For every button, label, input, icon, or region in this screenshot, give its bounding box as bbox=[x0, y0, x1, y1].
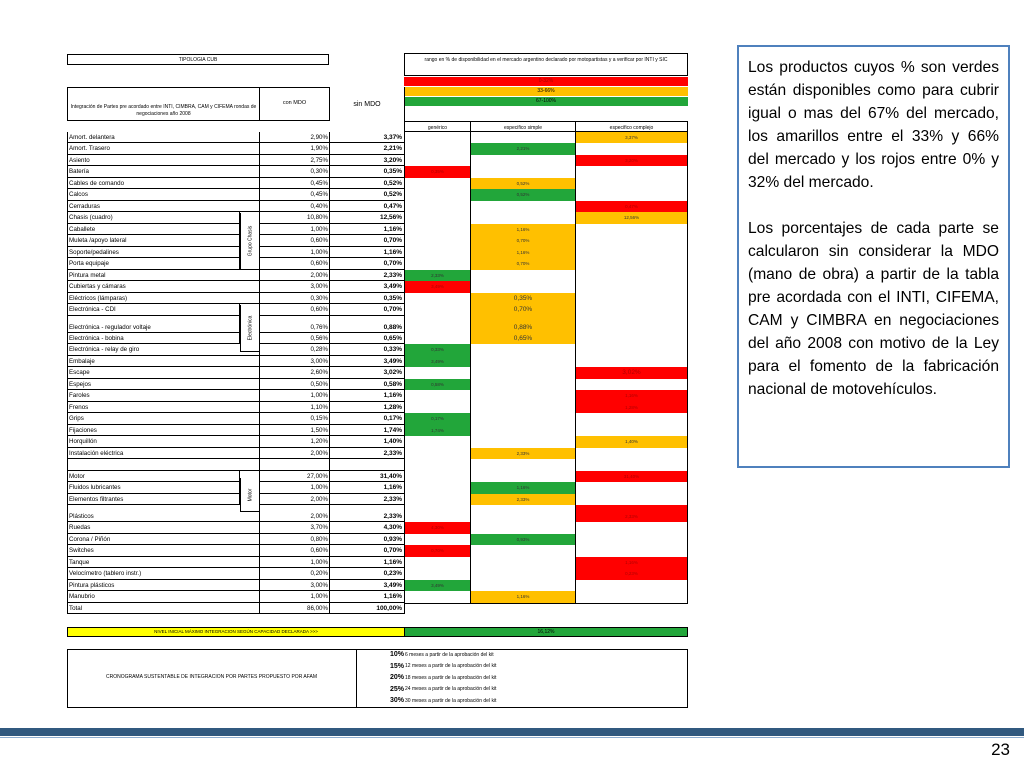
row-con-mdo: 0,60% bbox=[259, 258, 330, 270]
row-complejo-cell bbox=[575, 178, 688, 190]
row-sin-mdo: 0,88% bbox=[329, 316, 405, 333]
row-con-mdo: 1,50% bbox=[259, 425, 330, 437]
integration-text: Integración de Partes pre acordado entre INTI, CIMBRA, CAM y CIFEMA rondas de negociaciones año 2008 bbox=[70, 104, 257, 117]
row-name-cell: Amort. Trasero bbox=[67, 143, 260, 155]
row-name-cell: Horquillón bbox=[67, 436, 260, 448]
row-sin-mdo: 3,49% bbox=[329, 580, 405, 592]
row-con-mdo: 2,75% bbox=[259, 155, 330, 167]
cronograma-text: 18 meses a partir de la aprobación del kit bbox=[405, 674, 497, 681]
cronograma-pct: 25% bbox=[389, 685, 404, 693]
row-simple-cell: 0,52% bbox=[470, 189, 576, 201]
row-generico-cell: 0,33% bbox=[404, 344, 471, 356]
row-complejo-cell bbox=[575, 143, 688, 155]
cronograma-text: 6 meses a partir de la aprobación del kit bbox=[405, 651, 494, 658]
row-con-mdo: 1,10% bbox=[259, 402, 330, 414]
row-generico-cell: 0,17% bbox=[404, 413, 471, 425]
row-con-mdo: 0,60% bbox=[259, 235, 330, 247]
row-complejo-cell bbox=[575, 189, 688, 201]
row-generico-cell: 3,49% bbox=[404, 356, 471, 368]
row-sin-mdo: 3,20% bbox=[329, 155, 405, 167]
row-simple-cell bbox=[470, 425, 576, 437]
row-name-cell: Asiento bbox=[67, 155, 260, 167]
legend-yellow-label: 33-66% bbox=[537, 88, 555, 94]
row-simple-cell: 0,35% bbox=[470, 293, 576, 305]
cronograma-label: CRONOGRAMA SUSTENTABLE DE INTEGRACION POR PARTES PROPUESTO POR AFAM bbox=[105, 674, 318, 680]
range-title: rango en % de disponibilidad en el mercado argentino declarado por motopartistas y a verificar por INTI y SIC bbox=[424, 57, 668, 63]
row-name-cell: Motor bbox=[67, 471, 240, 483]
row-name-cell: Pintura plásticos bbox=[67, 580, 260, 592]
row-sin-mdo: 2,33% bbox=[329, 270, 405, 282]
row-generico-cell bbox=[404, 402, 471, 414]
row-con-mdo: 0,30% bbox=[259, 293, 330, 305]
row-generico-cell: 3,49% bbox=[404, 580, 471, 592]
row-complejo-cell bbox=[575, 522, 688, 534]
row-simple-cell: 1,16% bbox=[470, 224, 576, 236]
row-complejo-cell bbox=[575, 293, 688, 305]
row-complejo-cell: 3,02% bbox=[575, 367, 688, 379]
row-generico-cell bbox=[404, 557, 471, 569]
row-name-cell: Plásticos bbox=[67, 505, 260, 522]
row-generico-cell bbox=[404, 448, 471, 460]
row-name-cell: Velocímetro (tablero instr.) bbox=[67, 568, 260, 580]
row-complejo-cell bbox=[575, 494, 688, 506]
col-simple-label: especifico simple bbox=[503, 125, 543, 131]
legend-red-label: 0-32% bbox=[538, 78, 554, 84]
con-mdo-label: con MDO bbox=[282, 100, 307, 106]
row-simple-cell: 1,16% bbox=[470, 591, 576, 603]
row-complejo-cell bbox=[575, 224, 688, 236]
grupo-chasis-cell bbox=[240, 213, 260, 270]
row-sin-mdo: 1,40% bbox=[329, 436, 405, 448]
row-sin-mdo: 12,56% bbox=[329, 212, 405, 224]
row-con-mdo: 0,56% bbox=[259, 333, 330, 345]
grupo-motor-cell bbox=[240, 478, 260, 512]
row-sin-mdo: 2,33% bbox=[329, 494, 405, 506]
row-name-cell: Batería bbox=[67, 166, 260, 178]
row-name-cell: Escape bbox=[67, 367, 260, 379]
row-name-cell: Electrónica - relay de giro bbox=[67, 344, 260, 356]
row-simple-cell bbox=[470, 281, 576, 293]
row-name-cell: Ruedas bbox=[67, 522, 260, 534]
row-generico-cell: 3,49% bbox=[404, 281, 471, 293]
row-generico-cell: 0,35% bbox=[404, 166, 471, 178]
row-con-mdo: 2,90% bbox=[259, 132, 330, 144]
row-con-mdo: 3,00% bbox=[259, 580, 330, 592]
row-sin-mdo: 1,74% bbox=[329, 425, 405, 437]
row-name-cell: Switches bbox=[67, 545, 260, 557]
grupo-chasis-label: Grupo Chasis bbox=[247, 225, 254, 257]
row-con-mdo: 0,60% bbox=[259, 304, 330, 316]
tipologia-title: TIPOLOGIA CUB bbox=[178, 57, 218, 63]
row-con-mdo: 86,00% bbox=[259, 603, 330, 615]
footer-line bbox=[0, 737, 1024, 738]
row-name-cell: Caballete bbox=[67, 224, 240, 236]
row-name-cell: Frenos bbox=[67, 402, 260, 414]
row-sin-mdo: 0,33% bbox=[329, 344, 405, 356]
grupo-electronica-label: Electrónica bbox=[247, 315, 254, 341]
row-complejo-cell bbox=[575, 448, 688, 460]
row-complejo-cell bbox=[575, 591, 688, 603]
row-complejo-cell bbox=[575, 545, 688, 557]
row-sin-mdo: 0,70% bbox=[329, 258, 405, 270]
row-simple-cell bbox=[470, 367, 576, 379]
row-name-cell: Cubiertas y cámaras bbox=[67, 281, 260, 293]
row-sin-mdo: 0,23% bbox=[329, 568, 405, 580]
row-name-cell bbox=[67, 459, 260, 471]
row-con-mdo: 1,00% bbox=[259, 482, 330, 494]
row-generico-cell bbox=[404, 258, 471, 270]
row-name-cell: Espejos bbox=[67, 379, 260, 391]
row-name-cell: Elementos filtrantes bbox=[67, 494, 240, 506]
row-complejo-cell bbox=[575, 459, 688, 471]
row-con-mdo: 0,28% bbox=[259, 344, 330, 356]
sin-mdo-label: sin MDO bbox=[353, 101, 381, 108]
row-con-mdo: 0,50% bbox=[259, 379, 330, 391]
row-generico-cell: 0,58% bbox=[404, 379, 471, 391]
row-generico-cell bbox=[404, 201, 471, 213]
row-complejo-cell bbox=[575, 482, 688, 494]
row-simple-cell bbox=[470, 522, 576, 534]
row-con-mdo: 0,30% bbox=[259, 166, 330, 178]
row-con-mdo: 3,00% bbox=[259, 356, 330, 368]
row-complejo-cell: 1,28% bbox=[575, 402, 688, 414]
row-sin-mdo: 0,70% bbox=[329, 304, 405, 316]
row-con-mdo: 1,90% bbox=[259, 143, 330, 155]
row-simple-cell: 2,33% bbox=[470, 494, 576, 506]
row-complejo-cell bbox=[575, 534, 688, 546]
row-con-mdo: 0,76% bbox=[259, 316, 330, 333]
row-generico-cell bbox=[404, 235, 471, 247]
row-con-mdo: 2,60% bbox=[259, 367, 330, 379]
cronograma-text: 24 meses a partir de la aprobación del kit bbox=[405, 686, 497, 692]
row-complejo-cell bbox=[575, 425, 688, 437]
row-name-cell: Embalaje bbox=[67, 356, 260, 368]
row-simple-cell bbox=[470, 459, 576, 471]
row-sin-mdo: 1,16% bbox=[329, 224, 405, 236]
row-simple-cell: 0,93% bbox=[470, 534, 576, 546]
row-con-mdo: 1,00% bbox=[259, 247, 330, 259]
row-sin-mdo: 0,35% bbox=[329, 166, 405, 178]
row-complejo-cell bbox=[575, 258, 688, 270]
row-complejo-cell bbox=[575, 281, 688, 293]
row-name-cell: Grips bbox=[67, 413, 260, 425]
row-complejo-cell bbox=[575, 580, 688, 592]
col-generico-label: genérico bbox=[427, 125, 448, 131]
nivel-value: 16,12% bbox=[537, 629, 555, 635]
grupo-motor-label: Motor bbox=[247, 488, 253, 501]
row-simple-cell: 1,16% bbox=[470, 482, 576, 494]
row-con-mdo: 0,20% bbox=[259, 568, 330, 580]
row-name-cell: Muleta /apoyo lateral bbox=[67, 235, 240, 247]
row-name-cell: Cerraduras bbox=[67, 201, 260, 213]
row-generico-cell: 2,33% bbox=[404, 270, 471, 282]
row-sin-mdo: 2,33% bbox=[329, 448, 405, 460]
row-complejo-cell: 2,33% bbox=[575, 505, 688, 522]
row-sin-mdo bbox=[329, 459, 405, 471]
row-simple-cell: 0,52% bbox=[470, 178, 576, 190]
row-generico-cell bbox=[404, 534, 471, 546]
row-con-mdo: 2,00% bbox=[259, 505, 330, 522]
row-simple-cell: 2,33% bbox=[470, 448, 576, 460]
row-sin-mdo: 2,21% bbox=[329, 143, 405, 155]
row-name-cell: Total bbox=[67, 603, 260, 615]
row-complejo-cell bbox=[575, 304, 688, 316]
legend-green-label: 67-100% bbox=[535, 98, 556, 104]
row-simple-cell bbox=[470, 557, 576, 569]
row-complejo-cell: 12,56% bbox=[575, 212, 688, 224]
row-sin-mdo: 1,16% bbox=[329, 557, 405, 569]
row-sin-mdo: 0,65% bbox=[329, 333, 405, 345]
row-generico-cell bbox=[404, 212, 471, 224]
row-simple-cell bbox=[470, 545, 576, 557]
row-generico-cell bbox=[404, 224, 471, 236]
explanation-box bbox=[737, 45, 1010, 468]
row-generico-cell: 1,74% bbox=[404, 425, 471, 437]
page-number: 23 bbox=[991, 740, 1010, 759]
row-generico-cell bbox=[404, 482, 471, 494]
row-simple-cell bbox=[470, 356, 576, 368]
row-complejo-cell: 0,47% bbox=[575, 201, 688, 213]
row-generico-cell: 0,70% bbox=[404, 545, 471, 557]
row-complejo-cell bbox=[575, 333, 688, 345]
row-generico-cell bbox=[404, 494, 471, 506]
row-simple-cell: 0,70% bbox=[470, 258, 576, 270]
row-con-mdo: 0,15% bbox=[259, 413, 330, 425]
row-simple-cell bbox=[470, 155, 576, 167]
row-sin-mdo: 0,17% bbox=[329, 413, 405, 425]
row-simple-cell bbox=[470, 580, 576, 592]
row-complejo-cell bbox=[575, 356, 688, 368]
row-complejo-cell bbox=[575, 247, 688, 259]
row-name-cell: Fijaciones bbox=[67, 425, 260, 437]
row-sin-mdo: 3,37% bbox=[329, 132, 405, 144]
row-con-mdo: 2,00% bbox=[259, 448, 330, 460]
row-generico-cell bbox=[404, 189, 471, 201]
row-simple-cell bbox=[470, 166, 576, 178]
row-name-cell: Tanque bbox=[67, 557, 260, 569]
row-simple-cell bbox=[470, 471, 576, 483]
row-con-mdo: 3,70% bbox=[259, 522, 330, 534]
row-complejo-cell: 0,23% bbox=[575, 568, 688, 580]
row-generico-cell bbox=[404, 316, 471, 333]
row-complejo-cell bbox=[575, 166, 688, 178]
row-simple-cell bbox=[470, 436, 576, 448]
row-generico-cell bbox=[404, 155, 471, 167]
row-sin-mdo: 3,49% bbox=[329, 356, 405, 368]
row-complejo-cell: 1,16% bbox=[575, 390, 688, 402]
row-generico-cell bbox=[404, 471, 471, 483]
row-sin-mdo: 1,28% bbox=[329, 402, 405, 414]
row-name-cell: Chasis (cuadro) bbox=[67, 212, 240, 224]
row-con-mdo: 27,00% bbox=[259, 471, 330, 483]
row-simple-cell bbox=[470, 413, 576, 425]
row-con-mdo: 2,00% bbox=[259, 270, 330, 282]
row-con-mdo: 1,20% bbox=[259, 436, 330, 448]
row-generico-cell bbox=[404, 143, 471, 155]
row-sin-mdo: 0,70% bbox=[329, 545, 405, 557]
row-complejo-cell bbox=[575, 235, 688, 247]
row-simple-cell: 0,65% bbox=[470, 333, 576, 345]
row-sin-mdo: 0,35% bbox=[329, 293, 405, 305]
row-sin-mdo: 1,16% bbox=[329, 247, 405, 259]
row-name-cell: Amort. delantera bbox=[67, 132, 260, 144]
row-name-cell: Cables de comando bbox=[67, 178, 260, 190]
grupo-electronica-cell bbox=[240, 305, 260, 352]
row-name-cell: Electrónica - regulador voltaje bbox=[67, 316, 240, 333]
row-generico-cell bbox=[404, 459, 471, 471]
row-name-cell: Electrónica - bobina bbox=[67, 333, 240, 345]
footer-bar bbox=[0, 728, 1024, 736]
row-simple-cell bbox=[470, 379, 576, 391]
row-simple-cell bbox=[470, 505, 576, 522]
row-con-mdo: 0,80% bbox=[259, 534, 330, 546]
row-sin-mdo: 31,40% bbox=[329, 471, 405, 483]
row-con-mdo bbox=[259, 459, 330, 471]
row-generico-cell bbox=[404, 591, 471, 603]
cronograma-text: 12 meses a partir de la aprobación del kit bbox=[405, 663, 497, 669]
row-sin-mdo: 1,16% bbox=[329, 482, 405, 494]
cronograma-divider bbox=[356, 649, 357, 708]
row-simple-cell bbox=[470, 212, 576, 224]
row-simple-cell bbox=[470, 402, 576, 414]
row-sin-mdo: 100,00% bbox=[329, 603, 405, 615]
row-generico-cell bbox=[404, 568, 471, 580]
row-generico-cell bbox=[404, 333, 471, 345]
row-name-cell: Fluidos lubricantes bbox=[67, 482, 240, 494]
row-generico-cell bbox=[404, 505, 471, 522]
row-sin-mdo: 1,16% bbox=[329, 591, 405, 603]
row-generico-cell bbox=[404, 367, 471, 379]
row-simple-cell bbox=[470, 568, 576, 580]
row-sin-mdo: 0,70% bbox=[329, 235, 405, 247]
row-complejo-cell bbox=[575, 413, 688, 425]
nivel-label: NIVEL INICIAL MÁXIMO INTEGRACION SEGÚN CAPACIDAD DECLARADA >>> bbox=[154, 629, 318, 634]
row-complejo-cell: 1,16% bbox=[575, 557, 688, 569]
cronograma-pct: 15% bbox=[389, 662, 404, 670]
row-sin-mdo: 0,52% bbox=[329, 189, 405, 201]
row-simple-cell bbox=[470, 344, 576, 356]
row-con-mdo: 0,60% bbox=[259, 545, 330, 557]
row-name-cell: Electrónica - CDI bbox=[67, 304, 240, 316]
row-name-cell: Instalación eléctrica bbox=[67, 448, 260, 460]
row-complejo-cell: 1,40% bbox=[575, 436, 688, 448]
explanation-paragraph-2: Los porcentajes de cada parte se calcularon sin considerar la MDO (mano de obra) a partir de la tabla pre acordada con el INTI, CIFEMA, CAM y CIMBRA en negociaciones del año 2008 con motivo de la Ley para el fomento de la fabricación nacional de motovehículos. bbox=[748, 220, 999, 398]
row-generico-cell bbox=[404, 390, 471, 402]
row-generico-cell bbox=[404, 436, 471, 448]
row-con-mdo: 0,45% bbox=[259, 189, 330, 201]
row-generico-cell: 4,30% bbox=[404, 522, 471, 534]
row-name-cell: Corona / Piñón bbox=[67, 534, 260, 546]
row-simple-cell: 2,21% bbox=[470, 143, 576, 155]
row-generico-cell bbox=[404, 247, 471, 259]
explanation-paragraph-1: Los productos cuyos % son verdes están disponibles como para cubrir igual o mas del 67% del mercado, los amarillos entre el 33% y 66% del mercado y los rojos entre 0% y 32% del mercado. bbox=[748, 59, 999, 191]
row-simple-cell: 0,88% bbox=[470, 316, 576, 333]
row-generico-cell bbox=[404, 304, 471, 316]
row-simple-cell bbox=[470, 132, 576, 144]
row-name-cell: Faroles bbox=[67, 390, 260, 402]
cronograma-pct: 20% bbox=[389, 674, 404, 681]
row-complejo-cell bbox=[575, 270, 688, 282]
row-complejo-cell: 31,40% bbox=[575, 471, 688, 483]
row-name-cell: Manubrio bbox=[67, 591, 260, 603]
row-con-mdo: 1,00% bbox=[259, 224, 330, 236]
row-name-cell: Eléctricos (lámparas) bbox=[67, 293, 260, 305]
row-sin-mdo: 0,93% bbox=[329, 534, 405, 546]
row-complejo-cell: 3,20% bbox=[575, 155, 688, 167]
row-sin-mdo: 1,16% bbox=[329, 390, 405, 402]
row-con-mdo: 1,00% bbox=[259, 557, 330, 569]
row-generico-cell bbox=[404, 293, 471, 305]
row-complejo-cell bbox=[575, 344, 688, 356]
row-simple-cell bbox=[470, 201, 576, 213]
cronograma-text: 30 meses a partir de la aprobación del kit bbox=[405, 697, 497, 704]
row-simple-cell bbox=[470, 270, 576, 282]
row-name-cell: Soporte/pedalines bbox=[67, 247, 240, 259]
row-simple-cell bbox=[470, 390, 576, 402]
row-complejo-cell bbox=[575, 379, 688, 391]
row-name-cell: Porta equipaje bbox=[67, 258, 240, 270]
row-con-mdo: 0,45% bbox=[259, 178, 330, 190]
row-con-mdo: 0,40% bbox=[259, 201, 330, 213]
row-con-mdo: 10,80% bbox=[259, 212, 330, 224]
row-sin-mdo: 0,58% bbox=[329, 379, 405, 391]
range-bottom-border bbox=[404, 603, 688, 604]
row-generico-cell bbox=[404, 132, 471, 144]
row-sin-mdo: 0,52% bbox=[329, 178, 405, 190]
row-generico-cell bbox=[404, 178, 471, 190]
row-con-mdo: 2,00% bbox=[259, 494, 330, 506]
row-sin-mdo: 3,49% bbox=[329, 281, 405, 293]
row-name-cell: Calcos bbox=[67, 189, 260, 201]
row-sin-mdo: 0,47% bbox=[329, 201, 405, 213]
row-simple-cell: 1,16% bbox=[470, 247, 576, 259]
col-complejo-label: especifico complejo bbox=[609, 125, 654, 131]
row-con-mdo: 3,00% bbox=[259, 281, 330, 293]
cronograma-pct: 30% bbox=[389, 697, 404, 704]
row-sin-mdo: 4,30% bbox=[329, 522, 405, 534]
row-name-cell: Pintura metal bbox=[67, 270, 260, 282]
row-simple-cell: 0,70% bbox=[470, 235, 576, 247]
row-complejo-cell: 3,37% bbox=[575, 132, 688, 144]
row-sin-mdo: 3,02% bbox=[329, 367, 405, 379]
row-simple-cell: 0,70% bbox=[470, 304, 576, 316]
row-complejo-cell bbox=[575, 316, 688, 333]
cronograma-pct: 10% bbox=[389, 651, 404, 658]
row-con-mdo: 1,00% bbox=[259, 591, 330, 603]
row-con-mdo: 1,00% bbox=[259, 390, 330, 402]
row-sin-mdo: 2,33% bbox=[329, 505, 405, 522]
